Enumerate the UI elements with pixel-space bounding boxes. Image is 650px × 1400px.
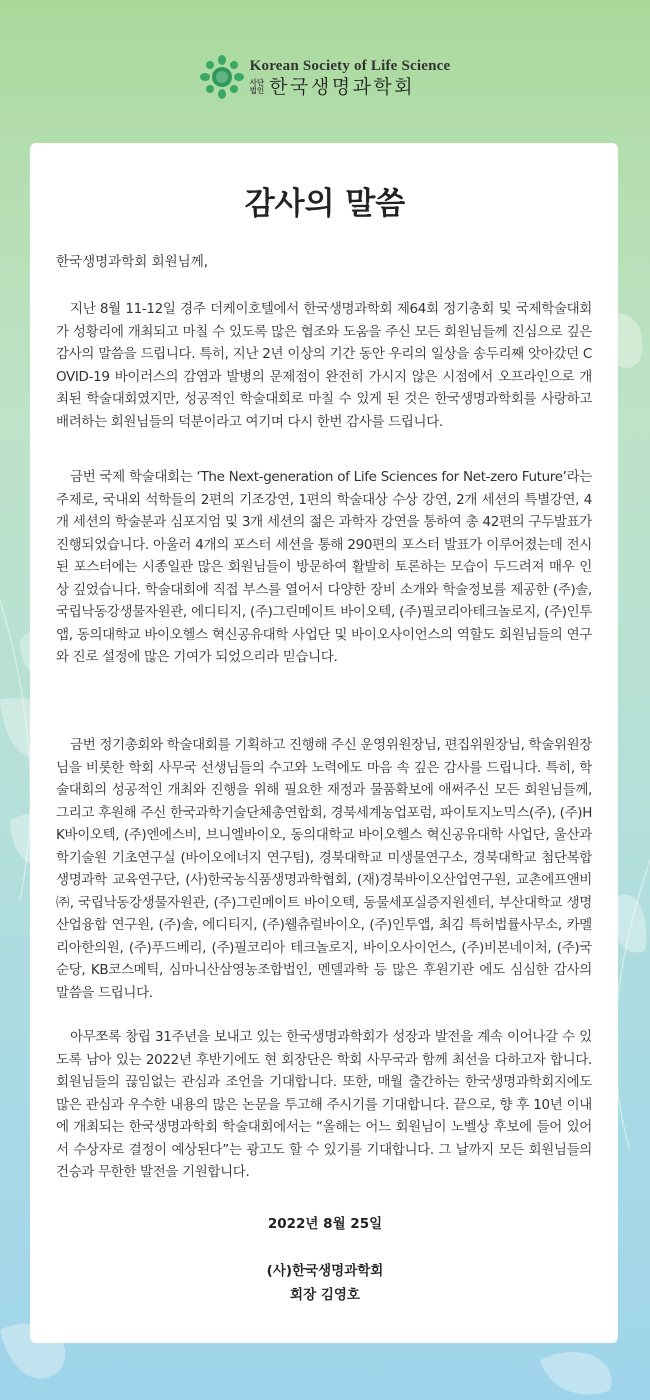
letter-title: 감사의 말씀 [244,186,406,222]
letter-paragraph-4: 아무쪼록 창립 31주년을 보내고 있는 한국생명과학회가 성장과 발전을 계속 이어나갈 수 있도록 남아 있는 2022년 후반기에도 현 회장단은 학회 사무국과 함께 최선을 다하고자 합니다. 회원님들의 끊임없는 관심과 조언을 기대합니다. 또한, 매월 출간하는 한국생명과학회지에도 많은 관심과 우수한 내용의 많은 논문을 투고해 주시기를 기대합니다. 끝으로, 향 후 10년 이내에 개최되는 한국생명과학회 학술대회에서는 “올해는 어느 회원님이 노벨상 후보에 들어 있어서 수상자로 결정이 예상된다”는 광고도 할 수 있기를 기대합니다. 그 날까지 모든 회원님들의 건승과 무한한 발전을 기원합니다. [56,1029,592,1180]
logo-corporation-badge [250,79,265,95]
logo-english-name: Korean Society of Life Science [249,57,451,74]
letter-paragraph-3: 금번 정기총회와 학술대회를 기획하고 진행해 주신 운영위원장님, 편집위원장님, 학술위원장님을 비롯한 학회 사무국 선생님들의 수고와 노력에도 마음 속 깊은 감사를 드립니다. 특히, 학술대회의 성공적인 개최와 진행을 위해 필요한 재정과 물품확보에 애써주신 모든 회원님들께, 그리고 후원해 주신 한국과학기술단체총연합회, 경북세계농업포럼, 파이토지노믹스(주), (주)HK바이오텍, (주)엔에스비, 브니엘바이오, 동의대학교 바이오헬스 혁신공유대학 사업단, 울산과학기술원 기초연구실 (바이오에너지 연구팀), 경북대학교 미생물연구소, 경북대학교 첨단복합생명과학 교육연구단, (사)한국농식품생명과학협회, (재)경북바이오산업연구원, 교촌에프앤비㈜, 국립낙동강생물자원관, (주)그린메이트 바이오텍, 동물세포실증지원센터, 부산대학교 생명산업융합 연구원, (주)솔, 에디티지, (주)웰츄럴바이오, (주)인투앱, 최김 특허법률사무소, 카멜리아한의원, (주)푸드베리, (주)필코리아 테크놀로지, 바이오사이언스, (주)비본네이처, (주)국순당, KB코스메틱, 심마니산삼영농조합법인, 멘델과학 등 많은 후원기관 에도 심심한 감사의 말씀을 드립니다. [56,737,592,1001]
society-logo[interactable] [200,55,451,99]
society-emblem-icon [200,55,244,99]
letter-paragraph-2: 금번 국제 학술대회는 ‘The Next-generation of Life Sciences for Net-zero Future’라는 주제로, 국내외 석학들의 2편의 기조강연, 1편의 학술대상 수상 강연, 2개 세션의 특별강연, 4개 세션의 학술분과 심포지엄 및 3개 세션의 젊은 과학자 강연을 통하여 총 42편의 구두발표가 진행되었습니다. 아울러 4개의 포스터 세션을 통해 290편의 포스터 발표가 이루어졌는데 전시된 포스터에는 시종일관 많은 회원님들이 방문하여 활발히 토론하는 모습이 두드려져 매우 인상 깊었습니다. 학술대회에 직접 부스를 열어서 다양한 장비 소개와 학술정보를 제공한 (주)솔, 국립낙동강생물자원관, 에디티지, (주)그린메이트 바이오텍, (주)필코리아테크놀로지, (주)인투앱, 동의대학교 바이오헬스 혁신공유대학 사업단 및 바이오사이언스의 역할도 회원님들의 연구와 진로 설정에 많은 기여가 되었으리라 믿습니다. [56,469,592,665]
letter-organization: (사)한국생명과학회 [266,1263,384,1279]
letter-paragraph-1: 지난 8월 11-12일 경주 더케이호텔에서 한국생명과학회 제64회 정기총회 및 국제학술대회가 성황리에 개최되고 마칠 수 있도록 많은 협조와 도움을 주신 모든 회원님들께 진심으로 깊은 감사의 말씀을 드립니다. 특히, 지난 2년 이상의 기간 동안 우리의 일상을 송두리째 앗아갔던 COVID-19 바이러스의 감염과 발병의 문제점이 완전히 가시지 않은 시점에서 오프라인으로 개최된 학술대회였지만, 성공적인 학술대회로 마칠 수 있게 된 것은 한국생명과학회를 사랑하고 배려하는 회원님들의 덕분이라고 여기며 다시 한번 감사를 드립니다. [56,301,592,430]
logo-badge-bottom: 법인 [249,85,265,95]
letter-greeting: 한국생명과학회 회원님께, [56,254,209,270]
logo-badge-top: 사단 [249,77,265,87]
site-header [0,52,650,102]
letter-date: 2022년 8월 25일 [267,1216,383,1232]
logo-korean-name: 한국생명과학회 [269,75,416,98]
letter-signature: 회장 김영호 [290,1287,360,1303]
